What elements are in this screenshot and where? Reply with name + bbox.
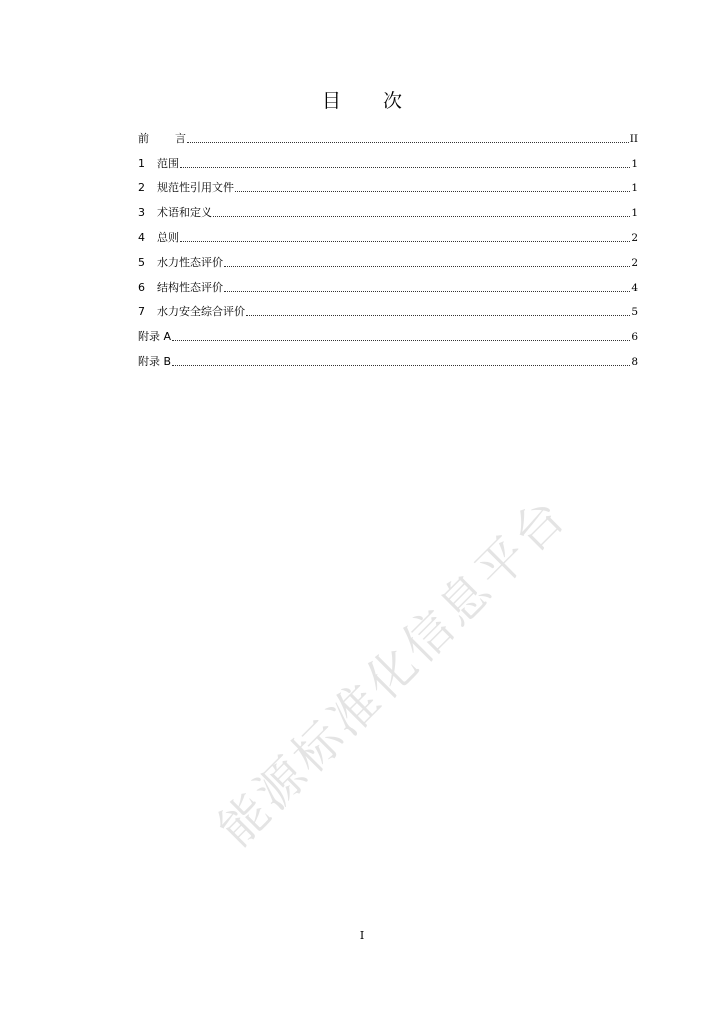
toc-entry-terms[interactable]: [138, 195, 638, 220]
toc-entry-label: 4 总则: [138, 230, 179, 244]
toc-leader-dots: [187, 142, 629, 143]
table-of-contents: [138, 121, 638, 369]
toc-leader-dots: [246, 315, 630, 316]
toc-entry-page: 2: [631, 231, 638, 244]
toc-entry-normative-references[interactable]: [138, 171, 638, 196]
toc-entry-page: 1: [631, 207, 638, 220]
toc-entry-label: 6 结构性态评价: [138, 280, 223, 294]
toc-entry-page: 6: [631, 331, 638, 344]
toc-leader-dots: [172, 340, 630, 341]
toc-leader-dots: [224, 266, 630, 267]
toc-entry-page: 8: [631, 355, 638, 368]
toc-entry-page: II: [629, 132, 638, 145]
toc-entry-label: 2 规范性引用文件: [138, 181, 234, 195]
toc-entry-label: 5 水力性态评价: [138, 255, 223, 269]
toc-entry-general[interactable]: [138, 220, 638, 245]
toc-entry-label: 附录 A: [138, 330, 172, 344]
toc-entry-label: 1 范围: [138, 156, 179, 170]
toc-entry-structural-evaluation[interactable]: [138, 270, 638, 295]
toc-entry-page: 5: [631, 306, 638, 319]
toc-entry-label: 前 言: [138, 131, 186, 145]
toc-entry-page: 1: [631, 157, 638, 170]
toc-entry-safety-evaluation[interactable]: [138, 295, 638, 320]
toc-title-left: 目: [321, 90, 341, 112]
watermark: [200, 486, 668, 879]
toc-entry-appendix-a[interactable]: [138, 319, 638, 344]
toc-leader-dots: [180, 167, 630, 168]
page-number: I: [359, 929, 365, 942]
toc-leader-dots: [224, 291, 630, 292]
toc-entry-hydraulic-evaluation[interactable]: [138, 245, 638, 270]
toc-entry-page: 1: [631, 182, 638, 195]
toc-entry-page: 2: [631, 256, 638, 269]
toc-entry-appendix-b[interactable]: [138, 344, 638, 369]
toc-entry-label: 3 术语和定义: [138, 206, 212, 220]
watermark-text: 能源标准化信息平台: [207, 486, 579, 858]
toc-leader-dots: [235, 191, 630, 192]
toc-entry-label: 7 水力安全综合评价: [138, 305, 245, 319]
toc-entry-label: 附录 B: [138, 354, 172, 368]
toc-entry-foreword[interactable]: [138, 121, 638, 146]
toc-leader-dots: [172, 365, 630, 366]
toc-entry-scope[interactable]: [138, 146, 638, 171]
toc-entry-page: 4: [631, 281, 638, 294]
toc-leader-dots: [213, 216, 630, 217]
toc-leader-dots: [180, 241, 630, 242]
toc-title-right: 次: [383, 90, 403, 112]
toc-title: [0, 86, 724, 113]
